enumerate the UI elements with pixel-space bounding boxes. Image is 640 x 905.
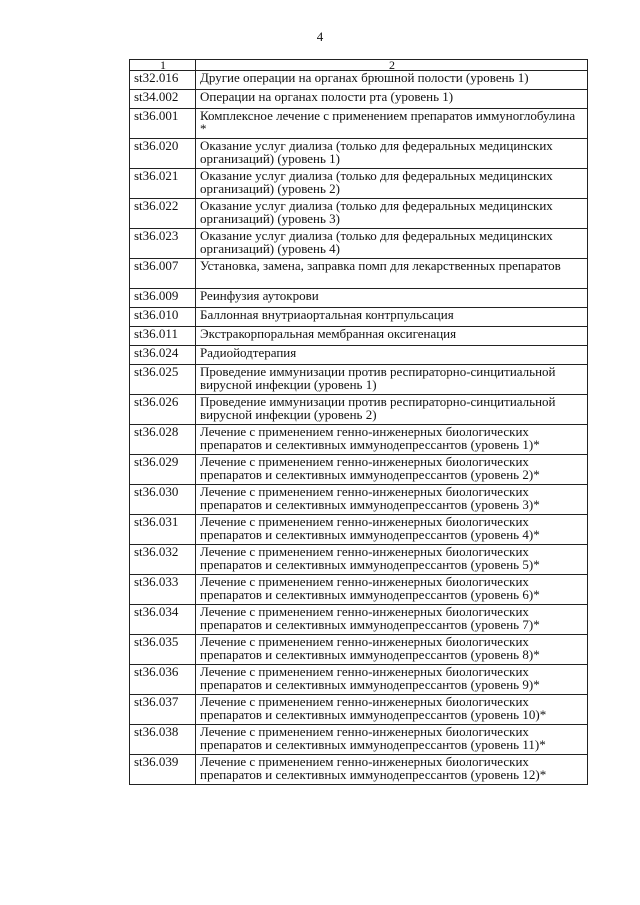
row-description: Лечение с применением генно-инженерных биологических препаратов и селективных иммунодепрессантов (уровень 6)* xyxy=(196,575,588,605)
row-code: st36.009 xyxy=(130,289,196,308)
row-description: Баллонная внутриаортальная контрпульсация xyxy=(196,308,588,327)
table-row xyxy=(130,545,588,575)
row-code: st36.028 xyxy=(130,425,196,455)
table-row xyxy=(130,259,588,289)
table-row xyxy=(130,308,588,327)
table-row xyxy=(130,755,588,785)
table-row xyxy=(130,695,588,725)
table-row xyxy=(130,605,588,635)
row-description: Оказание услуг диализа (только для федеральных медицинских организаций) (уровень 1) xyxy=(196,139,588,169)
row-code: st36.007 xyxy=(130,259,196,289)
row-description: Реинфузия аутокрови xyxy=(196,289,588,308)
row-code: st36.021 xyxy=(130,169,196,199)
row-code: st36.033 xyxy=(130,575,196,605)
table-row xyxy=(130,169,588,199)
row-description: Лечение с применением генно-инженерных биологических препаратов и селективных иммунодепрессантов (уровень 1)* xyxy=(196,425,588,455)
row-description: Комплексное лечение с применением препаратов иммуноглобулина * xyxy=(196,109,588,139)
row-description: Другие операции на органах брюшной полости (уровень 1) xyxy=(196,71,588,90)
row-code: st36.029 xyxy=(130,455,196,485)
row-description: Операции на органах полости рта (уровень 1) xyxy=(196,90,588,109)
row-code: st36.023 xyxy=(130,229,196,259)
table-row xyxy=(130,455,588,485)
table-row xyxy=(130,199,588,229)
row-description: Установка, замена, заправка помп для лекарственных препаратов xyxy=(196,259,588,289)
page-number: 4 xyxy=(316,29,324,44)
row-code: st36.036 xyxy=(130,665,196,695)
row-code: st36.035 xyxy=(130,635,196,665)
column-header-1: 1 xyxy=(130,60,196,71)
table-row xyxy=(130,635,588,665)
row-description: Лечение с применением генно-инженерных биологических препаратов и селективных иммунодепрессантов (уровень 7)* xyxy=(196,605,588,635)
table-row xyxy=(130,725,588,755)
row-code: st36.011 xyxy=(130,327,196,346)
column-header-2: 2 xyxy=(196,60,588,71)
table-row xyxy=(130,425,588,455)
row-description: Лечение с применением генно-инженерных биологических препаратов и селективных иммунодепрессантов (уровень 8)* xyxy=(196,635,588,665)
row-code: st36.025 xyxy=(130,365,196,395)
ksg-code-table xyxy=(129,59,588,785)
row-description: Радиойодтерапия xyxy=(196,346,588,365)
row-code: st36.020 xyxy=(130,139,196,169)
row-code: st36.022 xyxy=(130,199,196,229)
row-description: Проведение иммунизации против респираторно-синцитиальной вирусной инфекции (уровень 2) xyxy=(196,395,588,425)
table-row xyxy=(130,485,588,515)
row-description: Оказание услуг диализа (только для федеральных медицинских организаций) (уровень 3) xyxy=(196,199,588,229)
table-header-row xyxy=(130,60,588,71)
row-description: Лечение с применением генно-инженерных биологических препаратов и селективных иммунодепрессантов (уровень 5)* xyxy=(196,545,588,575)
row-code: st36.038 xyxy=(130,725,196,755)
row-code: st34.002 xyxy=(130,90,196,109)
row-code: st36.031 xyxy=(130,515,196,545)
table-row xyxy=(130,665,588,695)
table-row xyxy=(130,346,588,365)
row-description: Проведение иммунизации против респираторно-синцитиальной вирусной инфекции (уровень 1) xyxy=(196,365,588,395)
row-code: st36.010 xyxy=(130,308,196,327)
row-code: st36.024 xyxy=(130,346,196,365)
row-description: Оказание услуг диализа (только для федеральных медицинских организаций) (уровень 4) xyxy=(196,229,588,259)
row-description: Лечение с применением генно-инженерных биологических препаратов и селективных иммунодепрессантов (уровень 4)* xyxy=(196,515,588,545)
row-description: Лечение с применением генно-инженерных биологических препаратов и селективных иммунодепрессантов (уровень 11)* xyxy=(196,725,588,755)
table-row xyxy=(130,229,588,259)
row-code: st36.034 xyxy=(130,605,196,635)
table-row xyxy=(130,365,588,395)
table-row xyxy=(130,575,588,605)
table-row xyxy=(130,395,588,425)
row-code: st36.037 xyxy=(130,695,196,725)
table-row xyxy=(130,90,588,109)
row-description: Экстракорпоральная мембранная оксигенация xyxy=(196,327,588,346)
row-description: Лечение с применением генно-инженерных биологических препаратов и селективных иммунодепрессантов (уровень 3)* xyxy=(196,485,588,515)
row-code: st36.001 xyxy=(130,109,196,139)
table-row xyxy=(130,71,588,90)
table-row xyxy=(130,327,588,346)
row-description: Лечение с применением генно-инженерных биологических препаратов и селективных иммунодепрессантов (уровень 2)* xyxy=(196,455,588,485)
row-code: st36.026 xyxy=(130,395,196,425)
table-row xyxy=(130,109,588,139)
table-row xyxy=(130,289,588,308)
row-code: st36.039 xyxy=(130,755,196,785)
row-description: Лечение с применением генно-инженерных биологических препаратов и селективных иммунодепрессантов (уровень 9)* xyxy=(196,665,588,695)
table-row xyxy=(130,515,588,545)
row-description: Оказание услуг диализа (только для федеральных медицинских организаций) (уровень 2) xyxy=(196,169,588,199)
row-description: Лечение с применением генно-инженерных биологических препаратов и селективных иммунодепрессантов (уровень 12)* xyxy=(196,755,588,785)
row-code: st36.032 xyxy=(130,545,196,575)
table-row xyxy=(130,139,588,169)
row-code: st32.016 xyxy=(130,71,196,90)
row-description: Лечение с применением генно-инженерных биологических препаратов и селективных иммунодепрессантов (уровень 10)* xyxy=(196,695,588,725)
row-code: st36.030 xyxy=(130,485,196,515)
